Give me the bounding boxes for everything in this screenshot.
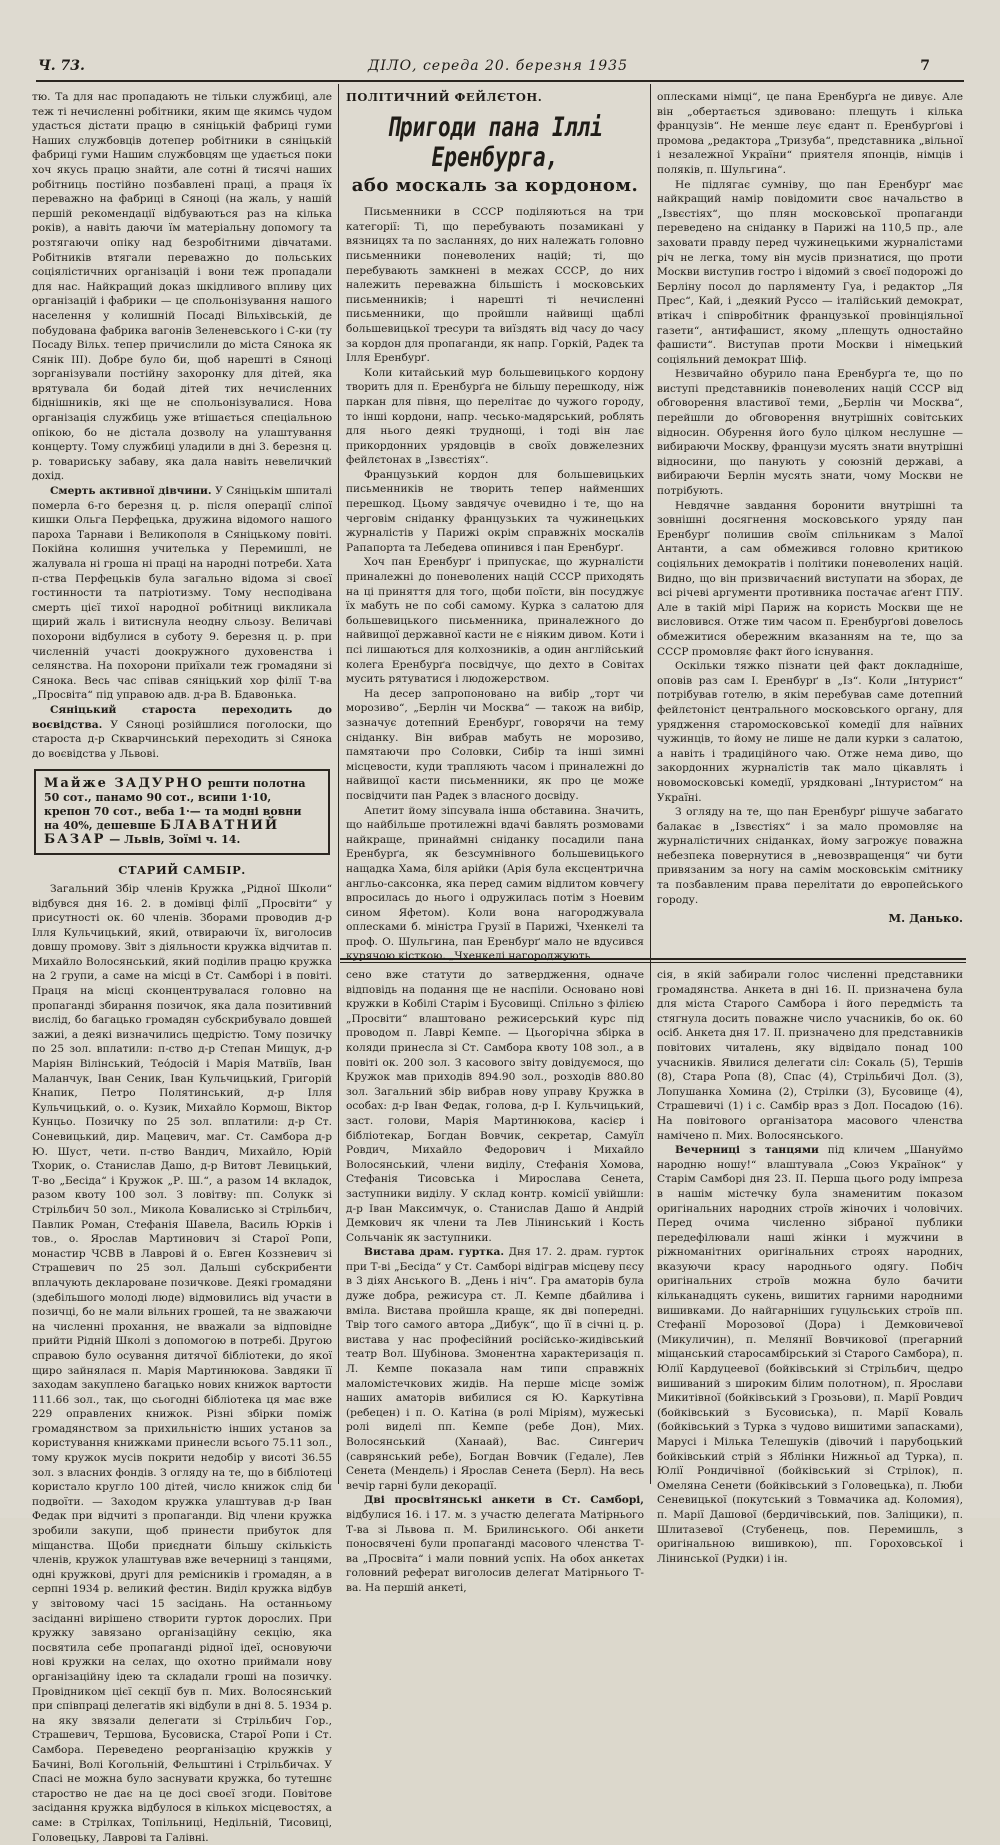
article-heading: Вистава драм. гуртка. [364, 1246, 505, 1259]
article-heading: Дві просвітянські анкети в Ст. Самборі, [364, 1494, 644, 1507]
column-right-top [657, 90, 963, 952]
feuilleton-subtitle: або москаль за кордоном. [351, 174, 639, 196]
header-rule [36, 80, 964, 82]
article-text: тю. Та для нас пропадають не тільки службиці, але теж ті нечисленні робітники, яким ще якимсь чудом удасться дістати працю в сяніцькій фабриці гуми Наших службовців дотепер робітники в сяніцькій фабриці гуми Нашим службовцям ще удається поки хоч якусь працю знайти, але сотні й тисячі наших робітниць постійно позбавлені праці, а праця їх переважно на фабриці в Сяноці (на жаль, у нашій першій рекомендації відбуваються раз на кілька років), а навіть даючи їм матеріальну допомогу та розтягаючи опіку над безробітними дівчатами. Робітників втягали переважно до польських соціялістичних організацій і вони теж пропадали для нас. Найкращий доказ шкідливого впливу цих організацій і фабрики — це спольонізування нашого населення у колишній Посаді Вільхівській, де побудована фабрика вагонів Зеленевського і С-ки (ту Посаду Вільх. тепер причислили до міста Сянока як Сянік ІІІ). Добре було би, щоб нарешті в Сяноці зорганізували постійну захоронку для дітей, яка врятувала би бодай дітей тих нечисленних біднішників, які ще не спольонізувалися. Нова організація службиць уже втішається спеціальною опікою, бо не дістала дозволу на улаштування концерту. Тому службиці уладили в дні 3. березня ц. р. товариську забаву, яка дала навіть невеличкий дохід. [32, 91, 332, 483]
section-title: СТАРИЙ САМБІР. [118, 863, 246, 878]
article-text: сено вже статути до затвердження, одначе відповідь на подання ще не наспіли. Основано нові кружки в Кобілі Старім і Бусовищі. Спільно з філією „Просвіти“ влаштовано режисерський курс під проводом п. Лаврі Кемпе. — Цьогорічна збірка в коляди принесла зі Ст. Самбора квоту 108 зол., а в повіті ок. 200 зол. З касового звіту довідуємося, що Кружок мав приходів 894.90 зол., розходів 880.80 зол. Загальний збір вибрав нову управу Кружка в особах: д-р Іван Федак, голова, д-р І. Кульчицький, заст. голови, Марія Мартинюкова, касієр і бібліотекар, Богдан Вовчик, секретар, Самуїл Ровдич, Михайло Федорович і Михайло Волосянський, члени виділу, Стефанія Хомова, Стефанія Тисовська і Мирослава Сенета, заступники виділу. У склад контр. комісії увійшли: д-р Іван Максимчук, о. Станислав Дашо й Андрій Демкович як члени та Лев Лінинський і Кость Сольчанік як заступники. [346, 969, 644, 1244]
article-text: На десер запропоновано на вибір „торт чи морозиво“, „Берлін чи Москва“ — також на вибір, зазначує дотепний Еренбурґ, говорячи на тему сніданку. Він вибрав мабуть не морозиво, памятаючи про Соловки, Сибір та інші зимні місцевости, куди трапляють часом і приналежні до найвищої касти письменники, як про це може посвідчити пан Радек з власного досвіду. [346, 687, 644, 802]
article-text: Не підлягає сумніву, що пан Еренбурґ має найкращий намір повідомити своє начальство в „Ізвєстіях“, що плян московської пропаганди переведено на сніданку в Парижі на 110,5 пр., але заховати правду перед чужинецькими журналістами річ не легка, тому він мусів признатися, що проти Москви виступив гостро і відомий з своєї подорожі до Берліну посол до парляменту Гуа, і редактор „Ля Прес“, Кай, і „деякий Руссо — італійський демократ, втікач і співробітник французької провінціяльної газети“, антифашист, якому „плещуть одностайно фашисти“. Виступав проти Москви і німецький соціяльний демократ Шіф. [657, 178, 963, 366]
ad-address: — Львів, Зоїмі ч. 14. [109, 833, 241, 847]
article-text: сія, в якій забирали голос численні представники громадянства. Анкета в дні 16. ІІ. призначена була для міста Старого Самбора і його передмість та стягнула досить поважне число учасників, бо ок. 60 осіб. Анкета дня 17. ІІ. призначено для представників повітових читалень, яку відвідало понад 100 учасників. Явилися делегати сіл: Сокаль (5), Тершів (8), Стара Ропа (8), Спас (4), Стрільбичі Дол. (3), Лопушанка Хомина (2), Стрілки (3), Бусовище (4), Страшевичі (1) і с. Самбір враз з Дол. Посадою (16). На повітового організатора масового членства намічено п. Мих. Волосянського. [657, 969, 963, 1142]
ad-headline: Майже ЗАДУРНО [44, 776, 204, 792]
ad-shop-name: БЛАВАТНИЙ БАЗАР [44, 818, 280, 848]
article-text: під кличем „Шануймо народню ношу!“ влаштувала „Союз Українок“ у Старім Самборі дня 23. ІІ. Перша цього роду імпреза в нашім містечку була знаменитим показом оригінальних народних строїв жіночих і чоловічих. Перед очима численно зібраної публики передефілювали наші жінки і мужчини в ріжноманітних оригінальних строях народних, вказуючи красу народнього одягу. Побіч оригінальних строїв можна було бачити кільканадцять сукень, вишитих гарними народними вишивками. До найгарніших гуцульських строїв пп. Стефанії Морозової (Дора) і Демковичевої (Микуличин), п. Мелянії Вовчикової (прегарний міщанський старосамбірський зі Старого Самбора), п. Юлії Кардуцеевої (бойківський зі Стрільбич, щедро вишиваний з широким білим полотном), п. Ярослави Микитівної (бойківський з Грозьови), п. Марії Ровдич (бойківський з Бусовиська), п. Марії Коваль (бойківський з Турка з чудово вишитими запасками), Марусі і Мілька Телешуків (дівочий і парубоцький бойківський стрій з Яблінки Нижньої ад Турка), п. Юлії Рондичівної (бойківський зі Стрілок), п. Омеляна Сенети (бойківський з Головецька), п. Люби Сеневицької (покутський з Товмачика ад. Коломия), п. Марії Дашової (бердичівський, пов. Заліщики), п. Шлитазевої (Стубенець, пов. Перемишль, з оригінальною вишивкою), пп. Гороховської і Лінинської (Рудки) і ін. [657, 1144, 963, 1565]
article-text: З огляду на те, що пан Еренбурґ рішуче забагато балакає в „Ізвєстіях“ і за мало промовляє на журналістичних сніданках, йому загрожує поважна небезпека повернутися в „невозвращенця“ чи бути привязаним за ногу на самім московськім смітнику та позбавленим права перелітати до европейського городу. [657, 806, 963, 906]
column-middle-bottom [346, 968, 644, 1594]
feuilleton-title: Пригоди пана Іллі Еренбурга, [387, 111, 603, 173]
article-text: відбулися 16. і 17. м. з участю делегата Матірнього Т-ва зі Львова п. М. Брилинського. Обі анкети поносвячені були пропаганді масового членства Т-ва „Просвіта“ і мали повний успіх. На обох анкетах головний реферат виголосив делегат Матірнього Т-ва. На першій анкеті, [346, 1508, 644, 1594]
article-text: Дня 17. 2. драм. гурток при Т-ві „Бесіда“ у Ст. Самборі відіграв місцеву пєсу в 3 діях Анського В. „День і ніч“. Гра аматорів була дуже добра, режисура ст. Л. Кемпе дбайлива і вміла. Вистава пройшла краще, як дві попередні. Твір того самого автора „Дибук“, що її в січні ц. р. вистава у нас професійний російсько-жидівський театр Вол. Шубінова. Змонентна характеризація п. Л. Кемпе показала нам типи справжніх маломістечкових жидів. На перше місце зоміж наших аматорів вибилися ся Ю. Каркутівна (ребецен) і п. О. Катіна (в ролі Міріям), мужеські ролі виделі пп. Кемпе (ребе Дон), Мих. Волосянський (Ханаай), Вас. Сингерич (саврянський ребе), Богдан Вовчик (Гедале), Лев Сенета (Мендель) і Ярослав Сенета (Берл). На весь вечір гарні були декорації. [346, 1246, 644, 1492]
column-right-bottom [657, 968, 963, 1565]
article-heading: Сяніцький староста переходить до воєвідства. [32, 703, 332, 731]
page-header [38, 56, 960, 78]
article-heading: Вечерниці з танцями [675, 1144, 819, 1157]
article-text: Загальний Збір членів Кружка „Рідної Школи“ відбувся дня 16. 2. в домівці філії „Просвіти“ у присутності ок. 60 членів. Зборами проводив д-р Ілля Кульчицький, який, отвираючи їх, виголосив довшу промову. Звіт з діяльности кружка відчитав п. Михайло Волосянський, який поділив працю кружка на 2 групи, а саме на місці в Ст. Самборі і в повіті. Праця на місці сконцентрувалася головно на пропаганді збирання позичок, яка дала позитивний вислід, бо багацько громадян субскрибувало довшей зажиі, а деякі визначились щедрістю. Тому позичку по 25 зол. вплатили: п-ство д-р Степан Мищук, д-р Маріян Вілінський, Тео́досій і Марія Матвіїв, Іван Маланчук, Іван Сеник, Іван Кульчицький, Григорій Кнапик, Петро Полятинський, д-р Ілля Кульчицький, о. о. Кузик, Михайло Кормош, Віктор Кунцьо. Позичку по 25 зол. вплатили: д-р Ст. Соневицький, дир. Мацевич, маг. Ст. Самбора д-р Ю. Шуст, чети. п-ство Вандич, Михайло, Юрій Тхорик, о. Станислав Дашо, д-р Витовт Левицький, Т-во „Бесіда“ і Кружок „Р. Ш.“, а разом 14 вкладок, разом квоту 100 зол. З ловітву: пп. Солукк зі Стрільбич 50 зол., Микола Ковалисько зі Стрільбич, Павлик Роман, Стефанія Шавела, Василь Юрків і тов., о. Ярослав Мартинович зі Старої Ропи, монастир ЧСВВ в Лаврові й о. Евген Коззневич зі Страшевич по 25 зол. Дальші субскрибенти вплачують деклароване позичкове. Деякі громадяни (здебільшого молоді люде) відмовились від участи в позичці, бо не мали вільних грошей, та не зважаючи на численні прохання, не вважали за відповідне прийти Рідній Школі з допомогою в потребі. Другою справою було осування дитячої бібліотеки, до якої щиро зайнялася п. Марія Мартинюкова. Завдяки її заходам закуплено багацько нових книжок вартости 111.66 зол., так, що сьогодні бібліотека ця має вже 229 оправлених книжок. Різні збірки поміж громадянством за прихильністю інших установ за користування книжками принесли всього 75.11 зол., тому кружок мусів покрити недобір у висоті 36.55 зол. з власних фондів. З огляду на те, що в бібліотеці користало кругло 100 дітей, число книжок слід би подвоїти. — Заходом кружка улаштував д-р Іван Федак при відчиті з пропаганди. Від члени кружка зробили закупи, щоб принести прибуток для міщанства. Щоби приєднати більшу скількість членів, кружок улаштував вже вечерниці з танцями, одні кружкові, другі для ремісників і громадян, а в серпні 1934 р. великий фестин. Виділ кружка відбув у звітовому часі 15 засідань. На останньому засіданні вирішено створити гурток дорослих. При кружку завязано організаційну секцію, яка посвятила себе пропаганді рідної ідеї, основуючи нові кружки на селах, що охотно приймали нову організаційну ідею та складали гроші на позичку. Провідником цієї секції був п. Мих. Волосянський при співпраці делегатів які відбули в дні 8. 5. 1934 р. на яку звязали делегати зі Стрільбич Гор., Страшевич, Тершова, Бусовиска, Старої Ропи і Ст. Самбора. Переведено реорганізацію кружків у Бачині, Волі Когольній, Фельштині і Стрільбичах. У Спасі не можна було заснувати кружка, бо тутешнє староство не дає на це досі своєї згоди. Повітове засідання кружка відбулося в кількох місцевостях, а саме: в Стрілках, Топільниці, Недільній, Тисовиці, Головецьку, Лаврові та Галівні. [32, 882, 332, 1844]
column-left [32, 90, 332, 1844]
advertisement-box [34, 769, 330, 855]
column-divider-1 [338, 84, 339, 1484]
page-number: 7 [920, 58, 930, 74]
article-text: Письменники в СССР поділяються на три категорії: Ті, що перебувають позамикані у вязницях та по засланнях, до них належать головно письменники поневолених націй; ті, що перебувають замкнені в межах СССР, до них належить переважна більшість і московських письменників; і нарешті ті нечисленні письменники, що пройшли найвищі щаблі большевицької тресури та виїздять від часу до часу за кордон для пропаганди, як напр. Горкій, Радек та Ілля Еренбурґ. [346, 206, 644, 365]
article-text: Коли китайський мур большевицького кордону творить для п. Еренбурґа не більшу перешкоду, ніж паркан для півня, що перелітає до чужого городу, то інші кордони, напр. чесько-мадярський, роблять для нього деякі труднощі, і тоді він лає прикордонних урядовців в своїх довжелезних фейлєтонах в „Ізвєстіях“. [346, 366, 644, 467]
article-text: Оскільки тяжко пізнати цей факт докладніше, оповів раз сам І. Еренбурґ в „Із“. Коли „Інтурист“ потрібував готелю, в якім перебував саме дотепний фейлєтоніст центрального московського органу, для урядження старомосковської комедії для наївних чужинців, то йому не лише не дали курки з салатою, а навіть і традиційного чаю. Отже нема диво, що закордонних журналістів так мало цікавлять і новомосковські комедії, урядковані „Інтуристом“ на Україні. [657, 660, 963, 804]
author-signature: М. Данько. [888, 911, 963, 926]
article-text: Французький кордон для большевицьких письменників не творить тепер найменших перешкод. Цьому завдячує очевидно і те, що на черговім сніданку французьких та чужинецьких журналістів у Парижі окрім справжніх москалів Рапапорта та Лебедева опинився і пан Еренбурґ. [346, 468, 644, 554]
ad-text: решти полотна 50 сот., панамо 90 сот., всипи 1·10, крепон 70 сот., веба 1·— та модні вовни на 40%, дешевше [44, 777, 306, 833]
article-text: Незвичайно обурило пана Еренбурґа те, що по виступі представників поневолених націй СССР від обговорення властивої теми, „Берлін чи Москва“, перейшли до обговорення внутрішніх совітських відносин. Обурення його було цілком неслушне — вибираючи Москву, французи мусять знати внутрішні відносини, що панують у союзній державі, а вибираючи Берлін мусять знати, чому Москви не потрібують. [657, 368, 963, 498]
masthead-date: ДІЛО, середа 20. березня 1935 [367, 58, 628, 74]
article-text: Хоч пан Еренбурґ і припускає, що журналісти приналежні до поневолених націй СССР приходять на ці приняття для того, щоби поїсти, він посуджує їх мабуть не по собі самому. Курка з салатою для большевицького письменника, приналежного до найвищої державної касти не є ніяким дивом. Коти і псі лишаються для колхозників, а один англійський колега Еренбурґа посвідчує, що дехто в Совітах мусить рятуватися і людожерством. [346, 556, 644, 686]
column-divider-2 [650, 84, 651, 1484]
article-text: У Сяноці розійшлися поголоски, що староста д-р Скварчинський переходить зі Сянока до воєвідства у Львові. [32, 718, 332, 760]
issue-number: Ч. 73. [38, 58, 85, 74]
column-middle-top [346, 90, 644, 963]
article-text: оплесками німці“, це пана Еренбурґа не дивує. Але він „обертається здивовано: плещуть і кілька французів“. Не менше лєує єдант п. Еренбурґові і промова „редактора „Тризуба“, представника „вільної і незалежної України“ приятеля японців, німців і поляків, п. Шульгина“. [657, 91, 963, 176]
article-heading: Смерть активної дівчини. [50, 485, 212, 498]
article-text: У Сяніцькім шпиталі померла 6-го березня ц. р. після операції сліпої кишки Ольга Перфецька, дружина відомого нашого пароха Тарнави і Великополя в Сяніцькому повіті. Покійна колишня учителька у Перемишлі, не жалувала ні гроша ні праці на народні потреби. Хата п-ства Перфецьків була загально відома зі своєї гостинности та патріотизму. Тому несподівана смерть цієї тихої народної робітниці викликала щирий жаль і витиснула неодну сльозу. Величаві похорони відбулися в суботу 9. березня ц. р. при численній участі доокружного духовенства і селянства. На похорони приїхали теж громадяни зі Сянока. Весь час співав сяніцький хор філії Т-ва „Просвіта“ під управою адв. д-ра В. Бдавонька. [32, 485, 332, 702]
article-text: Невдячне завдання боронити внутрішні та зовнішні досягнення московського уряду пан Еренбурґ полишив своїм спільникам з Малої Антанти, а сам обмежився головно критикою соціяльних демократів і політики поневолених націй. Видно, що він призвичаєний виступати на зборах, де всі річеві аргументи противника постачає аґент ГПУ. Але в такій мірі Париж на користь Москви ще не висловився. Отже тим часом п. Еренбурґові довелось обмежитися обережним вказанням на те, що за СССР промовляє факт його існування. [657, 499, 963, 658]
feuilleton-label: ПОЛІТИЧНИЙ ФЕЙЛЄТОН. [346, 90, 543, 104]
article-text: Апетит йому зіпсувала інша обставина. Значить, що найбільше протилежні вдачі бавлять розмовами найкраще, принаймні сніданку посадили пана Еренбурґа, як безсумнівного большевицького нащадка Хама, біля арійки (Арія була ексцентрична англьо-саксонка, яка перед самим відлитом ковчегу впросилась до нього і одружилась потім з Ноевим сином Яфетом). Коли вона нагороджувала оплесками б. міністра Грузії в Парижі, Чхенкелі та проф. О. Шульгина, пан Еренбурґ мало не вдусився курячою кісткою. „Чхенкелі нагороджують [346, 804, 644, 963]
